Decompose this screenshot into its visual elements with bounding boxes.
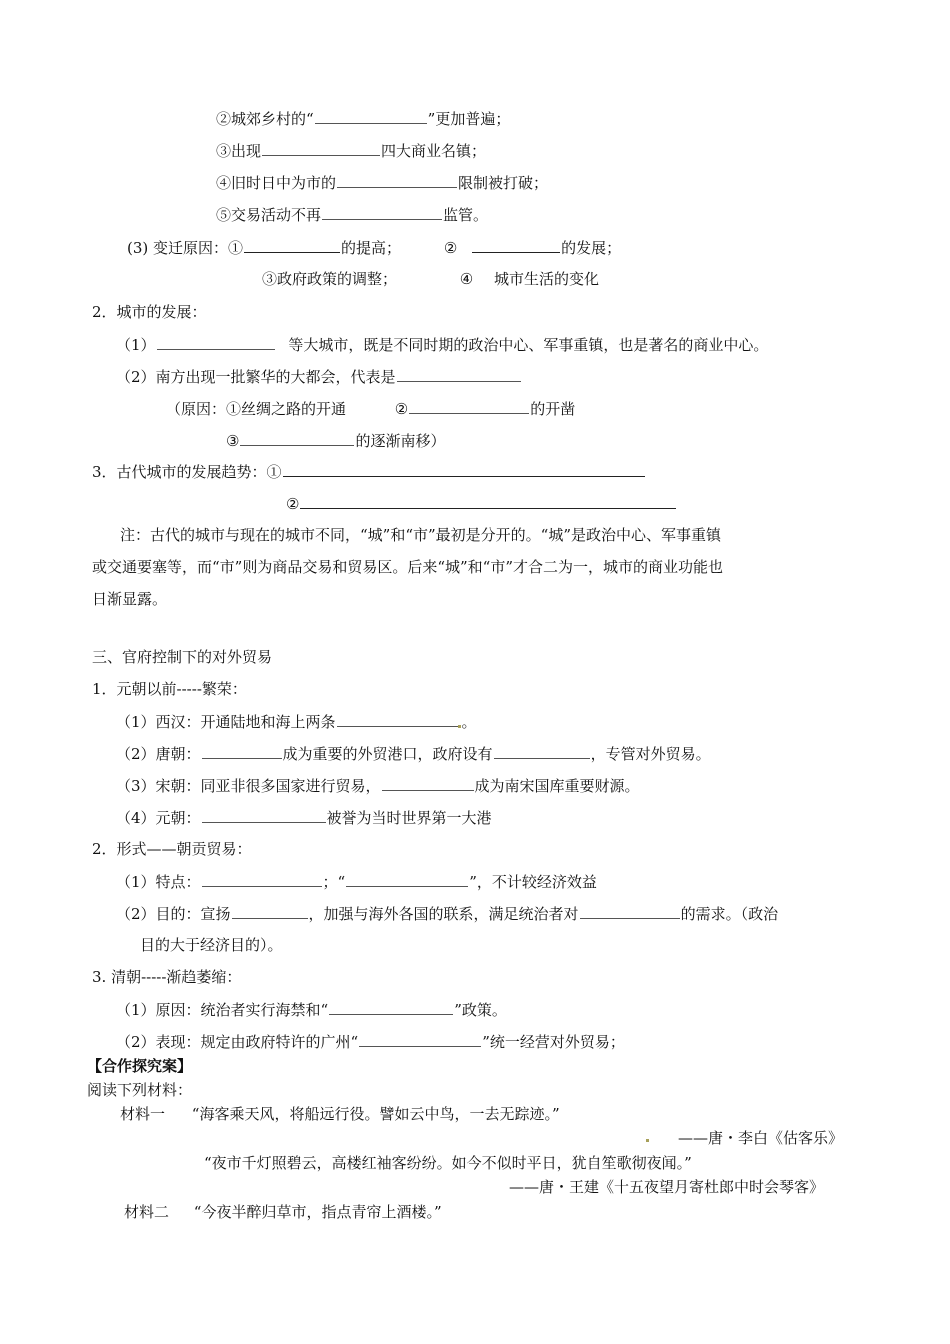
- blank-field[interactable]: [202, 743, 282, 759]
- trade-line-tang: （2）唐朝： 成为重要的外贸港口，政府设有 ，专管对外贸易。: [116, 745, 711, 763]
- trend-line-1: 3．古代城市的发展趋势：①: [92, 461, 646, 482]
- trade-line-purpose: （2）目的：宣扬 ，加强与海外各国的联系，满足统治者对 的需求。（政治: [116, 905, 779, 923]
- line-reasons: (3) 变迁原因：① 的提高； ② 的发展；: [127, 239, 622, 257]
- blank-field[interactable]: [315, 108, 427, 124]
- city-line-2: （2）南方出现一批繁华的大都会，代表是: [116, 366, 522, 387]
- blank-field[interactable]: [283, 461, 645, 477]
- blank-field[interactable]: [232, 903, 308, 919]
- line-market-hours: ④旧时日中为市的 限制被打破；: [216, 174, 549, 192]
- material-1b: “夜市千灯照碧云，高楼红袖客纷纷。如今不似时平日，犹自笙歌彻夜闻。”: [204, 1154, 692, 1172]
- blank-field[interactable]: [397, 366, 521, 382]
- material-1-source: ——唐・李白《估客乐》: [678, 1129, 844, 1147]
- blank-field[interactable]: [202, 871, 322, 887]
- blank-field[interactable]: [337, 172, 457, 188]
- trade-line-xihan: （1）西汉：开通陆地和海上两条 。: [116, 713, 477, 731]
- trade-line-cause: （1）原因：统治者实行海禁和“ ”政策。: [116, 1001, 507, 1019]
- note-line-3: 日渐显露。: [92, 590, 168, 608]
- material-1b-source: ——唐・王建《十五夜望月寄杜郎中时会琴客》: [509, 1178, 825, 1196]
- blank-field[interactable]: [472, 237, 560, 253]
- blank-field[interactable]: [346, 871, 468, 887]
- trade-line-yuan: （4）元朝： 被誉为当时世界第一大港: [116, 809, 492, 827]
- trade-line-manifest: （2）表现：规定由政府特许的广州“ ”统一经营对外贸易；: [116, 1033, 625, 1051]
- trend-line-2: ②: [286, 493, 677, 514]
- city-line-3: （原因：①丝绸之路的开通 ② 的开凿: [166, 400, 576, 418]
- line-suburban-market: ②城郊乡村的“ ”更加普遍；: [216, 110, 511, 128]
- stray-mark: [646, 1139, 649, 1142]
- trade-line-song: （3）宋朝：同亚非很多国家进行贸易， 成为南宋国库重要财源。: [116, 777, 640, 795]
- blank-field[interactable]: [409, 398, 529, 414]
- blank-field[interactable]: [322, 204, 442, 220]
- note-line-2: 或交通要塞等，而“市”则为商品交易和贸易区。后来“城”和“市”才合二为一，城市的商业功能也: [92, 558, 724, 576]
- blank-field[interactable]: [300, 493, 676, 509]
- trade-heading-2: 2．形式——朝贡贸易：: [92, 840, 252, 858]
- stray-mark: [458, 725, 461, 728]
- note-line-1: 注：古代的城市与现在的城市不同，“城”和“市”最初是分开的。“城”是政治中心、军事重镇: [120, 526, 722, 544]
- blank-field[interactable]: [157, 334, 275, 350]
- line-reasons-2: ③政府政策的调整； ④ 城市生活的变化: [262, 270, 600, 288]
- line-supervision: ⑤交易活动不再 监管。: [216, 206, 489, 224]
- blank-field[interactable]: [262, 140, 380, 156]
- trade-line-purpose-cont: 目的大于经济目的）。: [140, 936, 283, 954]
- coop-heading: 【合作探究案】: [87, 1057, 193, 1075]
- coop-intro: 阅读下列材料：: [87, 1081, 193, 1099]
- blank-field[interactable]: [382, 775, 474, 791]
- trade-line-feature: （1）特点： ；“ ”，不计较经济效益: [116, 873, 597, 891]
- blank-field[interactable]: [240, 430, 354, 446]
- material-2: 材料二 “今夜半醉归草市，指点青帘上酒楼。”: [124, 1203, 442, 1221]
- city-line-1: （1） 等大城市，既是不同时期的政治中心、军事重镇，也是著名的商业中心。: [116, 336, 769, 354]
- trade-title: 三、官府控制下的对外贸易: [92, 648, 273, 666]
- material-1: 材料一 “海客乘天风，将船远行役。譬如云中鸟，一去无踪迹。”: [120, 1105, 560, 1123]
- city-title: 2．城市的发展：: [92, 303, 207, 321]
- blank-field[interactable]: [580, 903, 680, 919]
- city-line-4: ③ 的逐渐南移）: [226, 432, 446, 450]
- blank-field[interactable]: [329, 999, 453, 1015]
- line-commerce-towns: ③出现 四大商业名镇；: [216, 142, 487, 160]
- blank-field[interactable]: [337, 711, 461, 727]
- blank-field[interactable]: [244, 237, 340, 253]
- trade-heading-1: 1．元朝以前-----繁荣：: [92, 680, 247, 698]
- blank-field[interactable]: [359, 1031, 481, 1047]
- blank-field[interactable]: [202, 807, 326, 823]
- trade-heading-3: 3. 清朝-----渐趋萎缩：: [92, 968, 242, 986]
- blank-field[interactable]: [494, 743, 590, 759]
